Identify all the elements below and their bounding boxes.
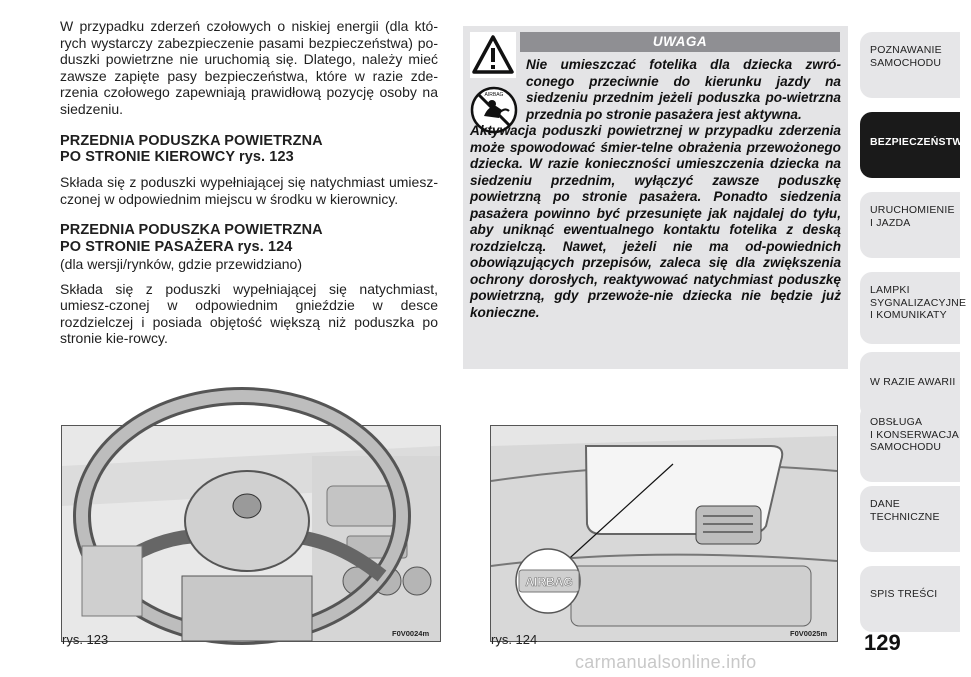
tab-obsluga-i-konserwacja[interactable] [860,404,960,482]
page-number: 129 [864,630,901,655]
tab-poznawanie-samochodu[interactable] [860,32,960,98]
warning-text [470,57,841,321]
figure-123-code: F0V0024m [392,629,430,638]
tab-label: POZNAWANIE SAMOCHODU [870,44,942,69]
tab-label: SPIS TREŚCI [870,588,938,600]
passenger-availability-note: (dla wersji/rynków, gdzie przewidziano) [60,255,302,272]
no-child-seat-airbag-icon-label: AIRBAG [484,92,504,98]
tab-label: URUCHOMIENIE I JAZDA [870,204,955,229]
intro-paragraph: W przypadku zderzeń czołowych o niskiej energii (dla któ-rych wystarczy zabezpieczenie pasami bezpieczeństwa) po-duszki powietrzne nie uruchomią się. Dlatego, należy mieć zawsze zapięte pasy bezpieczeństwa, które w razie zde-rzenia czołowego zapewniają prawidłową pozycję osoby na siedzeniu. [60,18,438,117]
left-text-column [60,18,438,347]
section-heading-passenger-line2: PO STRONIE PASAŻERA rys. 124 [60,239,293,256]
section-heading-passenger [60,222,438,256]
tab-lampki-sygnalizacyjne[interactable] [860,272,967,344]
tab-spis-tresci[interactable] [860,566,960,632]
section-heading-driver-line2: PO STRONIE KIEROWCY rys. 123 [60,149,294,166]
warning-text-indented: Nie umieszczać fotelika dla dziecka zwró-conego przeciwnie do kierunku jazdy na siedzeniu przednim jeżeli poduszka po-wietrzna przednia po stronie pasażera jest aktywna. [526,57,841,122]
figure-124-passenger-dashboard [490,425,838,642]
tab-bezpieczenstwo[interactable] [860,112,971,178]
driver-airbag-paragraph: Składa się z poduszki wypełniającej się natychmiast umiesz-czonej w odpowiednim miejscu w środku w kierownicy. [60,174,438,207]
tab-label: OBSŁUGA I KONSERWACJA SAMOCHODU [870,416,959,453]
section-heading-driver-line1: PRZEDNIA PODUSZKA POWIETRZNA [60,132,323,149]
steering-wheel-illustration [62,426,440,641]
tab-label: LAMPKI SYGNALIZACYJNE I KOMUNIKATY [870,284,967,321]
warning-heading: UWAGA [520,32,840,52]
figure-123-caption: rys. 123 [62,632,109,647]
tab-label: BEZPIECZEŃSTWO [870,136,971,148]
figure-124-code: F0V0025m [790,629,828,638]
tab-label: W RAZIE AWARII [870,376,956,388]
section-heading-driver [60,133,438,167]
airbag-emblem-label: AIRBAG [525,575,573,589]
figure-123-steering-wheel [61,425,441,642]
figure-124-caption: rys. 124 [491,632,538,647]
tab-label: DANE TECHNICZNE [870,498,940,523]
watermark: carmanualsonline.info [575,652,757,672]
passenger-airbag-paragraph: Składa się z poduszki wypełniającej się natychmiast, umiesz-czonej w odpowiednim gnieździe w desce rozdzielczej i posiada objętość większą niż poduszka po stronie kie-rowcy. [60,280,438,347]
passenger-dashboard-illustration [491,426,837,641]
section-heading-passenger-line1: PRZEDNIA PODUSZKA POWIETRZNA [60,222,323,239]
tab-dane-techniczne[interactable] [860,486,960,552]
warning-text-body: Aktywacja poduszki powietrznej w przypadku zderzenia może spowodować śmier-telne obrażenia przewożonego dziecka. W razie konieczności umieszczenia dziecka na siedzeniu przednim, wyłączyć zawsze poduszkę powietrzną po stronie pasażera. Ponadto siedzenia pasażera powinno być przesunięte jak najdalej do tyłu, aby uniknąć ewentualnego kontaktu fotelika z deską rozdzielczą. Nawet, jeżeli nie ma od-powiednich obowiązujących przepisów, zaleca się dla zwiększenia ochrony dorosłych, reaktywować natychmiast poduszkę powietrzną, gdy przewoże-nie dziecka nie będzie już konieczne. [470,123,841,320]
tab-uruchomienie-i-jazda[interactable] [860,192,960,258]
